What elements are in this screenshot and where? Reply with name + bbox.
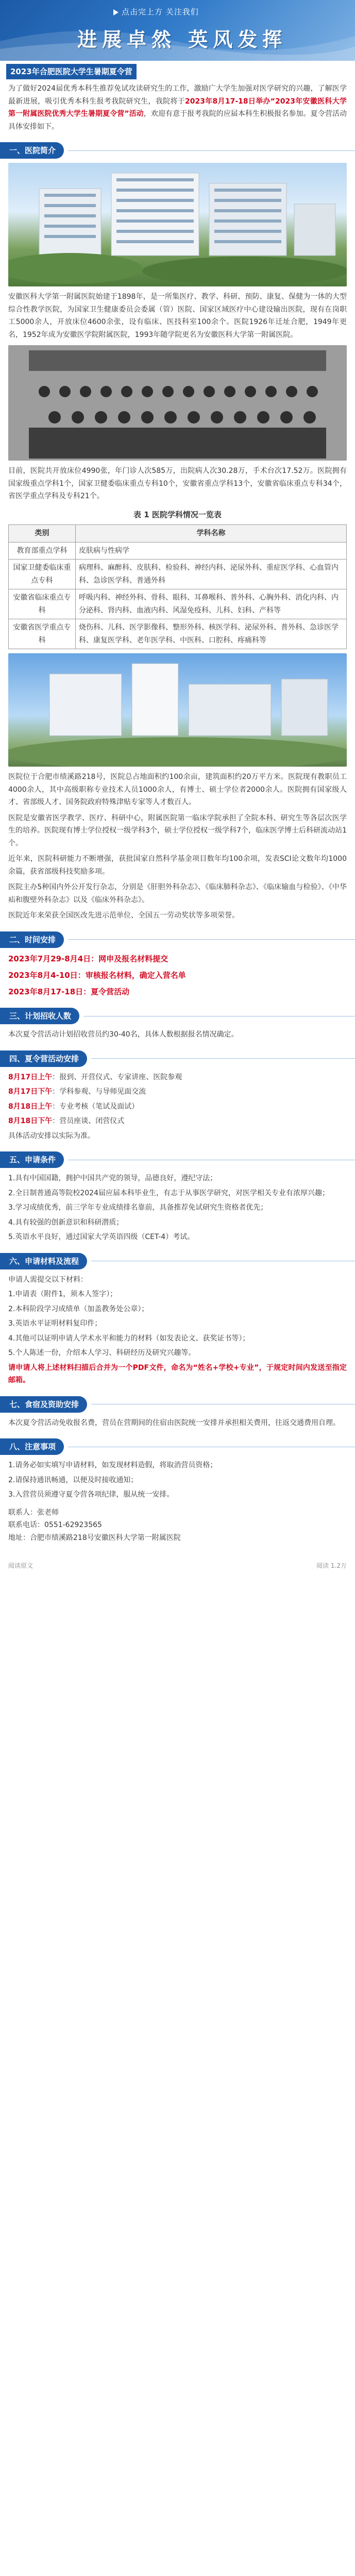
- activity-date: 8月17日上午: [8, 1073, 53, 1081]
- banner-tagline-text: 点击完上方 关注我们: [122, 7, 199, 16]
- table-row: [9, 542, 347, 560]
- table-cell: 安徽省医学重点专科: [9, 619, 76, 649]
- list-item: 5.英语水平良好，通过国家大学英语四级（CET-4）考试。: [8, 1233, 195, 1242]
- section-header-notes: [0, 1438, 355, 1455]
- section-title: 四、夏令营活动安排: [0, 1050, 87, 1067]
- list-item: 1.具有中国国籍，拥护中国共产党的领导，品德良好，遵纪守法；: [8, 1174, 217, 1183]
- section-title: 五、申请条件: [0, 1151, 64, 1168]
- table-header-discipline: 学科名称: [76, 525, 347, 543]
- list-item: 1.请务必如实填写申请材料，如发现材料造假，将取消营员资格；: [8, 1461, 217, 1470]
- contact-phone-label: 联系电话：: [8, 1521, 44, 1530]
- section-divider: [68, 150, 355, 151]
- hospital-intro-paragraph-2: 目前，医院共开放床位4990张，年门诊人次585万，出院病人次30.28万，手术台次17.52万。医院拥有国家级重点学科1个，国家卫健委临床重点专科10个，安徽省重点学科13个，安徽省临床重点专科34个，省医学重点学科及专科21个。: [8, 467, 347, 501]
- contact-address-value: 合肥市绩溪路218号安徽医科大学第一附属医院: [30, 1533, 181, 1542]
- hospital-intro-paragraph-5: 近年来，医院科研能力不断增强，获批国家自然科学基金项目数年均100余项，发表SCI论文数年均1000余篇，获省部级科技奖励多项。: [8, 855, 347, 876]
- schedule-line-1: 2023年7月29-8月4日：网申及报名材料提交: [8, 954, 168, 963]
- table-header-row: [9, 525, 347, 543]
- section-divider: [91, 1058, 355, 1059]
- contact-person-value: 张老师: [37, 1508, 59, 1517]
- arrow-icon: [113, 9, 119, 15]
- table-title: 表 1 医院学科情况一览表: [133, 510, 222, 519]
- table-cell: 国家卫健委临床重点专科: [9, 560, 76, 589]
- activity-date: 8月18日上午: [8, 1102, 53, 1111]
- list-item: 2.全日制普通高等院校2024届应届本科毕业生，有志于从事医学研究，对医学相关专业有浓厚兴趣；: [8, 1189, 329, 1197]
- activity-item: 专业考核（笔试及面试）: [59, 1102, 139, 1111]
- contact-phone: [8, 1519, 347, 1532]
- section-header-materials: [0, 1253, 355, 1269]
- read-count: 阅读 1.2万: [316, 1562, 347, 1570]
- section-title: 一、医院简介: [0, 142, 64, 159]
- notes-list: [0, 1459, 355, 1501]
- list-item: 8月18日上午：专业考核（笔试及面试）: [8, 1102, 139, 1111]
- hospital-intro-paragraph-7: 医院近年来荣获全国医改先进示范单位、全国五一劳动奖状等多项荣誉。: [8, 911, 239, 920]
- list-item: 2.请保持通讯畅通，以便及时接收通知；: [8, 1476, 138, 1484]
- list-item: 3.学习成绩优秀，前三学年专业成绩排名靠前，具备推荐免试研究生资格者优先；: [8, 1204, 268, 1212]
- hospital-intro-paragraph-3: 医院位于合肥市绩溪路218号，医院总占地面积约100余亩，建筑面积约20万平方米。医院现有教职员工4000余人，其中高级职称专业技术人员1000余人，有博士、硕士学位者2000余人。医院拥有国家级人才、省部级人才、国务院政府特殊津贴专家等人才数百人。: [8, 773, 347, 806]
- activity-date: 8月18日下午: [8, 1117, 53, 1126]
- intro-highlight: 2023年8月17-18日举办“2023年安徽医科大学第一附属医院优秀大学生暑期夏令营”活动: [8, 97, 347, 118]
- table-cell: 教育部重点学科: [9, 542, 76, 560]
- list-item: 4.其他可以证明申请人学术水平和能力的材料（如发表论文、获奖证书等）；: [8, 1334, 250, 1343]
- table-row: [9, 560, 347, 589]
- hospital-building-photo: [8, 163, 347, 286]
- hospital-intro-paragraph-4: 医院是安徽省医学教学、医疗、科研中心，附属医院第一临床学院承担了全院本科、研究生等各层次医学生的培养。医院现有博士学位授权一级学科3个，硕士学位授权一级学科7个，临床医学博士后科研流动站1个。: [8, 814, 347, 848]
- discipline-table: [8, 524, 347, 649]
- activity-note: 具体活动安排以实际为准。: [8, 1131, 95, 1140]
- intro-text-1: 为了做好2024届优秀本科生推荐免试攻读研究生的工作，激励广大学生加强对医学研究的兴趣，了解医学最新进展，吸引优秀本科生报考我院研究生，我院将于: [8, 84, 347, 106]
- contact-block: [0, 1503, 355, 1548]
- historical-group-photo: [8, 345, 347, 461]
- hospital-intro-paragraph-1: 安徽医科大学第一附属医院始建于1898年，是一所集医疗、教学、科研、预防、康复、保健为一体的大型综合性教学医院，为国家卫生健康委员会委属（管）医院、国家区域医疗中心建设输出医院，现有在岗职工5000余人，开放床位4600余张，设有临床、医技科室100余个。医院1926年迁址合肥，1949年更名，1952年成为安徽医学院附属医院，1993年随学院更名为安徽医科大学第一附属医院。: [8, 293, 347, 339]
- contact-address: [8, 1532, 347, 1545]
- list-item: 4.具有较强的创新意识和科研潜质；: [8, 1218, 124, 1227]
- support-text: 本次夏令营活动免收报名费，营员在营期间的住宿由医院统一安排并承担相关费用，往返交通费用自理。: [8, 1418, 340, 1427]
- section-header-schedule: [0, 931, 355, 948]
- section-header-support: [0, 1396, 355, 1413]
- list-item: 3.英语水平证明材料复印件；: [8, 1319, 102, 1328]
- table-cell: 皮肤病与性病学: [76, 542, 347, 560]
- intro-paragraph: [0, 79, 355, 133]
- banner-tagline: [113, 5, 199, 19]
- section-divider: [68, 939, 355, 940]
- list-item: 1.申请表（附件1，须本人签字）；: [8, 1290, 117, 1299]
- section-title: 三、计划招收人数: [0, 1008, 79, 1024]
- hospital-intro-paragraph-6: 医院主办5种国内外公开发行杂志，分别是《肝胆外科杂志》、《临床肺科杂志》、《临床输血与检验》、《中华疝和腹壁外科杂志》以及《临床外科杂志》。: [8, 883, 347, 904]
- materials-process: [0, 1362, 355, 1387]
- list-item: 5.个人陈述一份，介绍本人学习、科研经历及研究兴趣等。: [8, 1349, 196, 1358]
- group-photo-illustration: [8, 345, 347, 461]
- schedule-line-3: 2023年8月17-18日：夏令营活动: [8, 987, 130, 996]
- banner-slogan: 进展卓然 英风发挥: [77, 28, 288, 51]
- activity-list: [0, 1071, 355, 1143]
- intro-text-2: ，欢迎有意于报考我院的应届本科生积极报名参加。夏令营活动具体安排如下。: [8, 110, 347, 131]
- table-row: [9, 619, 347, 649]
- headline-wrap: [0, 61, 355, 79]
- contact-phone-value: 0551-62923565: [44, 1521, 102, 1530]
- materials-intro: 申请人需提交以下材料：: [8, 1275, 88, 1284]
- section-header-activities: [0, 1050, 355, 1067]
- contact-address-label: 地址：: [8, 1533, 30, 1542]
- activity-date: 8月17日下午: [8, 1088, 53, 1096]
- materials-list: [0, 1274, 355, 1360]
- contact-person: [8, 1506, 347, 1519]
- materials-process-text: 请申请人将上述材料扫描后合并为一个PDF文件，命名为“姓名+学校+专业”，于规定时间内发送至指定邮箱。: [8, 1363, 347, 1385]
- article-headline: 2023年合肥医院大学生暑期夏令营: [6, 64, 137, 79]
- list-item: 2.本科阶段学习成绩单（加盖教务处公章）；: [8, 1304, 149, 1313]
- section-header-quota: [0, 1008, 355, 1024]
- activity-item: 报到、开营仪式、专家讲座、医院参观: [59, 1073, 182, 1081]
- table-cell: 安徽省临床重点专科: [9, 589, 76, 619]
- contact-person-label: 联系人：: [8, 1508, 37, 1517]
- conditions-list: [0, 1172, 355, 1244]
- article-footer: [0, 1557, 355, 1574]
- hospital-campus-photo: [8, 653, 347, 767]
- table-cell: 呼吸内科、神经外科、骨科、眼科、耳鼻喉科、普外科、心胸外科、消化内科、内分泌科、肾内科、血液内科、风湿免疫科、儿科、妇科、产科等: [76, 589, 347, 619]
- list-item: 8月17日上午：报到、开营仪式、专家讲座、医院参观: [8, 1073, 182, 1081]
- list-item: 8月17日下午：学科参观、与导师见面交流: [8, 1088, 146, 1096]
- list-item: 3.入营营员须遵守夏令营各项纪律，服从统一安排。: [8, 1490, 174, 1499]
- table-cell: 病理科、麻醉科、皮肤科、检验科、神经内科、泌尿外科、重症医学科、心血管内科、急诊医学科、普通外科: [76, 560, 347, 589]
- activity-item: 学科参观、与导师见面交流: [59, 1088, 146, 1096]
- quota-text: 本次夏令营活动计划招收营员约30-40名，具体人数根据报名情况确定。: [8, 1030, 239, 1039]
- banner: [0, 0, 355, 61]
- table-header-category: 类别: [9, 525, 76, 543]
- schedule-line-2: 2023年8月4-10日：审核报名材料，确定入营名单: [8, 970, 186, 980]
- campus-illustration: [8, 653, 347, 767]
- building-illustration: [8, 163, 347, 286]
- section-title: 七、食宿及资助安排: [0, 1396, 87, 1413]
- section-header-hospital: [0, 142, 355, 159]
- table-cell: 烧伤科、儿科、医学影像科、整形外科、核医学科、泌尿外科、普外科、急诊医学科、康复医学科、老年医学科、中医科、口腔科、疼痛科等: [76, 619, 347, 649]
- read-original-link[interactable]: 阅读原文: [8, 1562, 33, 1570]
- section-title: 二、时间安排: [0, 931, 64, 948]
- section-header-conditions: [0, 1151, 355, 1168]
- bottom-spacer: [0, 1574, 355, 1585]
- activity-item: 营员座谈、闭营仪式: [59, 1117, 125, 1126]
- table-row: [9, 589, 347, 619]
- section-title: 八、注意事项: [0, 1438, 64, 1455]
- section-title: 六、申请材料及流程: [0, 1253, 87, 1269]
- list-item: 8月18日下午：营员座谈、闭营仪式: [8, 1117, 125, 1126]
